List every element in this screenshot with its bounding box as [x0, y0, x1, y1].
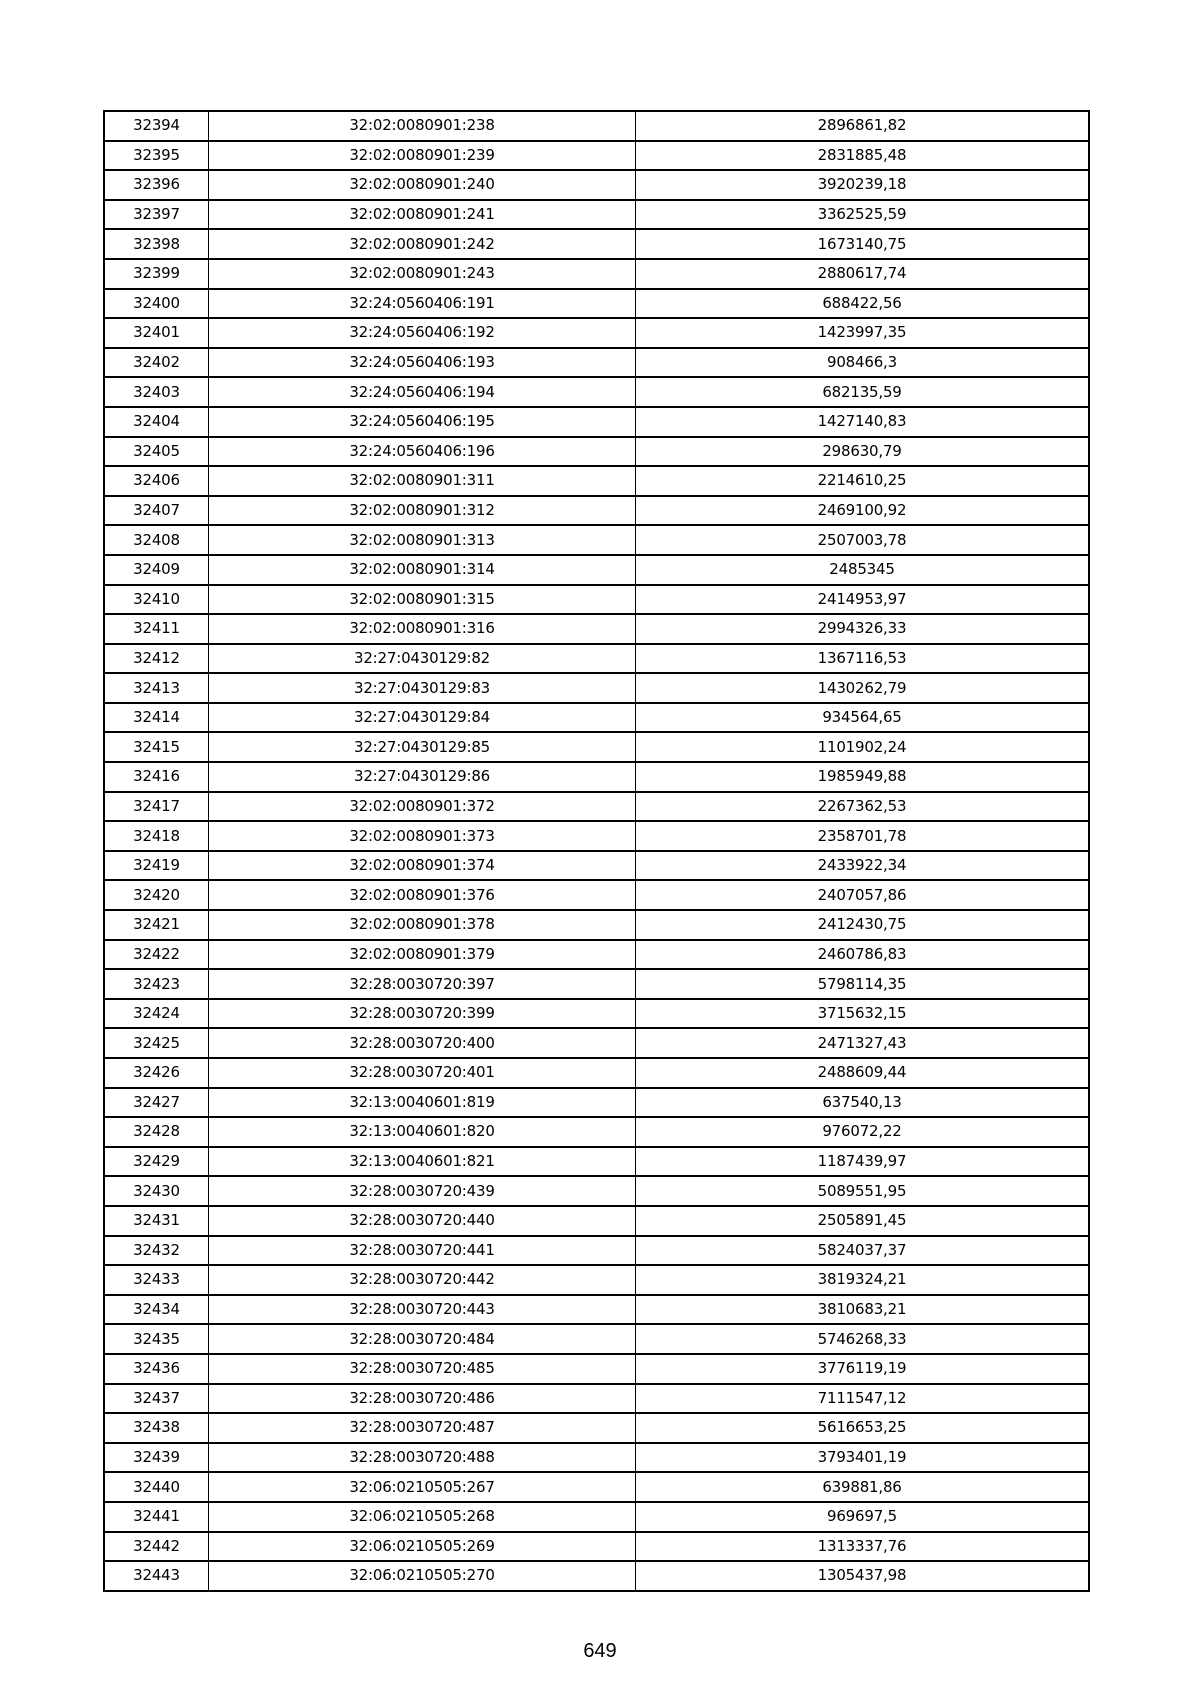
table-row: [104, 644, 1089, 674]
cadastral-number-cell: 32:13:0040601:820: [209, 1117, 636, 1147]
cadastral-number-cell: 32:06:0210505:270: [209, 1561, 636, 1591]
table-row: [104, 585, 1089, 615]
row-number-cell: 32427: [104, 1088, 209, 1118]
cadastral-number-cell: 32:13:0040601:819: [209, 1088, 636, 1118]
table-row: [104, 555, 1089, 585]
cadastral-number-cell: 32:06:0210505:267: [209, 1472, 636, 1502]
value-cell: 3793401,19: [636, 1443, 1090, 1473]
cadastral-number-cell: 32:28:0030720:400: [209, 1028, 636, 1058]
table-row: [104, 407, 1089, 437]
cadastral-number-cell: 32:28:0030720:439: [209, 1176, 636, 1206]
row-number-cell: 32409: [104, 555, 209, 585]
cadastral-number-cell: 32:02:0080901:311: [209, 466, 636, 496]
table-row: [104, 969, 1089, 999]
row-number-cell: 32425: [104, 1028, 209, 1058]
data-table: [103, 110, 1090, 1592]
table-row: [104, 200, 1089, 230]
cadastral-number-cell: 32:28:0030720:442: [209, 1265, 636, 1295]
table-row: [104, 910, 1089, 940]
table-row: [104, 1561, 1089, 1591]
row-number-cell: 32430: [104, 1176, 209, 1206]
row-number-cell: 32420: [104, 880, 209, 910]
cadastral-number-cell: 32:02:0080901:314: [209, 555, 636, 585]
table-row: [104, 1088, 1089, 1118]
row-number-cell: 32402: [104, 348, 209, 378]
cadastral-number-cell: 32:28:0030720:443: [209, 1295, 636, 1325]
value-cell: 2485345: [636, 555, 1090, 585]
table-row: [104, 141, 1089, 171]
table-row: [104, 111, 1089, 141]
cadastral-number-cell: 32:02:0080901:372: [209, 792, 636, 822]
value-cell: 1423997,35: [636, 318, 1090, 348]
cadastral-number-cell: 32:27:0430129:82: [209, 644, 636, 674]
value-cell: 3362525,59: [636, 200, 1090, 230]
row-number-cell: 32438: [104, 1413, 209, 1443]
value-cell: 2214610,25: [636, 466, 1090, 496]
table-row: [104, 1265, 1089, 1295]
row-number-cell: 32399: [104, 259, 209, 289]
value-cell: 2460786,83: [636, 940, 1090, 970]
cadastral-number-cell: 32:24:0560406:196: [209, 437, 636, 467]
value-cell: 2433922,34: [636, 851, 1090, 881]
value-cell: 639881,86: [636, 1472, 1090, 1502]
table-row: [104, 1384, 1089, 1414]
table-row: [104, 1236, 1089, 1266]
value-cell: 2471327,43: [636, 1028, 1090, 1058]
cadastral-number-cell: 32:27:0430129:86: [209, 762, 636, 792]
cadastral-number-cell: 32:02:0080901:239: [209, 141, 636, 171]
row-number-cell: 32403: [104, 377, 209, 407]
row-number-cell: 32405: [104, 437, 209, 467]
cadastral-number-cell: 32:02:0080901:242: [209, 229, 636, 259]
table-row: [104, 999, 1089, 1029]
row-number-cell: 32415: [104, 732, 209, 762]
row-number-cell: 32440: [104, 1472, 209, 1502]
table-row: [104, 1413, 1089, 1443]
cadastral-number-cell: 32:27:0430129:84: [209, 703, 636, 733]
table-row: [104, 525, 1089, 555]
row-number-cell: 32423: [104, 969, 209, 999]
cadastral-number-cell: 32:02:0080901:379: [209, 940, 636, 970]
table-row: [104, 1117, 1089, 1147]
cadastral-number-cell: 32:24:0560406:192: [209, 318, 636, 348]
value-cell: 2896861,82: [636, 111, 1090, 141]
table-row: [104, 437, 1089, 467]
table-row: [104, 318, 1089, 348]
value-cell: 5089551,95: [636, 1176, 1090, 1206]
cadastral-number-cell: 32:28:0030720:484: [209, 1324, 636, 1354]
value-cell: 3715632,15: [636, 999, 1090, 1029]
cadastral-number-cell: 32:24:0560406:191: [209, 289, 636, 319]
row-number-cell: 32410: [104, 585, 209, 615]
value-cell: 2469100,92: [636, 496, 1090, 526]
value-cell: 2880617,74: [636, 259, 1090, 289]
table-row: [104, 496, 1089, 526]
table-row: [104, 1472, 1089, 1502]
value-cell: 3810683,21: [636, 1295, 1090, 1325]
value-cell: 1313337,76: [636, 1532, 1090, 1562]
row-number-cell: 32414: [104, 703, 209, 733]
cadastral-number-cell: 32:13:0040601:821: [209, 1147, 636, 1177]
cadastral-number-cell: 32:02:0080901:374: [209, 851, 636, 881]
table-body: [104, 111, 1089, 1591]
row-number-cell: 32422: [104, 940, 209, 970]
row-number-cell: 32426: [104, 1058, 209, 1088]
table-row: [104, 289, 1089, 319]
value-cell: 1673140,75: [636, 229, 1090, 259]
table-row: [104, 821, 1089, 851]
row-number-cell: 32443: [104, 1561, 209, 1591]
value-cell: 3819324,21: [636, 1265, 1090, 1295]
row-number-cell: 32411: [104, 614, 209, 644]
table-row: [104, 703, 1089, 733]
cadastral-number-cell: 32:02:0080901:312: [209, 496, 636, 526]
row-number-cell: 32433: [104, 1265, 209, 1295]
row-number-cell: 32394: [104, 111, 209, 141]
value-cell: 976072,22: [636, 1117, 1090, 1147]
row-number-cell: 32437: [104, 1384, 209, 1414]
table-row: [104, 732, 1089, 762]
row-number-cell: 32406: [104, 466, 209, 496]
value-cell: 1187439,97: [636, 1147, 1090, 1177]
row-number-cell: 32412: [104, 644, 209, 674]
value-cell: 1985949,88: [636, 762, 1090, 792]
cadastral-number-cell: 32:02:0080901:373: [209, 821, 636, 851]
cadastral-number-cell: 32:24:0560406:194: [209, 377, 636, 407]
row-number-cell: 32408: [104, 525, 209, 555]
cadastral-number-cell: 32:24:0560406:195: [209, 407, 636, 437]
value-cell: 3920239,18: [636, 170, 1090, 200]
value-cell: 5824037,37: [636, 1236, 1090, 1266]
table-row: [104, 259, 1089, 289]
cadastral-number-cell: 32:02:0080901:378: [209, 910, 636, 940]
value-cell: 2507003,78: [636, 525, 1090, 555]
cadastral-number-cell: 32:27:0430129:83: [209, 673, 636, 703]
cadastral-number-cell: 32:28:0030720:401: [209, 1058, 636, 1088]
row-number-cell: 32400: [104, 289, 209, 319]
value-cell: 2994326,33: [636, 614, 1090, 644]
row-number-cell: 32417: [104, 792, 209, 822]
row-number-cell: 32413: [104, 673, 209, 703]
table-row: [104, 1324, 1089, 1354]
cadastral-number-cell: 32:28:0030720:397: [209, 969, 636, 999]
row-number-cell: 32436: [104, 1354, 209, 1384]
row-number-cell: 32396: [104, 170, 209, 200]
table-row: [104, 614, 1089, 644]
table-row: [104, 377, 1089, 407]
table-row: [104, 1147, 1089, 1177]
value-cell: 2358701,78: [636, 821, 1090, 851]
table-row: [104, 673, 1089, 703]
table-row: [104, 1058, 1089, 1088]
table-row: [104, 1206, 1089, 1236]
table-row: [104, 1532, 1089, 1562]
table-row: [104, 792, 1089, 822]
cadastral-number-cell: 32:02:0080901:313: [209, 525, 636, 555]
cadastral-number-cell: 32:02:0080901:376: [209, 880, 636, 910]
value-cell: 688422,56: [636, 289, 1090, 319]
row-number-cell: 32404: [104, 407, 209, 437]
cadastral-number-cell: 32:02:0080901:243: [209, 259, 636, 289]
row-number-cell: 32419: [104, 851, 209, 881]
table-row: [104, 348, 1089, 378]
table-row: [104, 1295, 1089, 1325]
cadastral-number-cell: 32:28:0030720:440: [209, 1206, 636, 1236]
cadastral-number-cell: 32:06:0210505:269: [209, 1532, 636, 1562]
table-row: [104, 1028, 1089, 1058]
row-number-cell: 32416: [104, 762, 209, 792]
value-cell: 1305437,98: [636, 1561, 1090, 1591]
row-number-cell: 32424: [104, 999, 209, 1029]
value-cell: 934564,65: [636, 703, 1090, 733]
row-number-cell: 32432: [104, 1236, 209, 1266]
value-cell: 2505891,45: [636, 1206, 1090, 1236]
value-cell: 3776119,19: [636, 1354, 1090, 1384]
cadastral-number-cell: 32:28:0030720:487: [209, 1413, 636, 1443]
cadastral-number-cell: 32:28:0030720:488: [209, 1443, 636, 1473]
row-number-cell: 32441: [104, 1502, 209, 1532]
cadastral-number-cell: 32:02:0080901:241: [209, 200, 636, 230]
table-row: [104, 170, 1089, 200]
cadastral-number-cell: 32:28:0030720:441: [209, 1236, 636, 1266]
table-row: [104, 851, 1089, 881]
row-number-cell: 32421: [104, 910, 209, 940]
cadastral-number-cell: 32:02:0080901:238: [209, 111, 636, 141]
value-cell: 5746268,33: [636, 1324, 1090, 1354]
row-number-cell: 32398: [104, 229, 209, 259]
table-row: [104, 762, 1089, 792]
value-cell: 2407057,86: [636, 880, 1090, 910]
row-number-cell: 32418: [104, 821, 209, 851]
table-row: [104, 466, 1089, 496]
cadastral-number-cell: 32:24:0560406:193: [209, 348, 636, 378]
value-cell: 5616653,25: [636, 1413, 1090, 1443]
cadastral-number-cell: 32:28:0030720:485: [209, 1354, 636, 1384]
table-row: [104, 880, 1089, 910]
cadastral-number-cell: 32:02:0080901:315: [209, 585, 636, 615]
value-cell: 7111547,12: [636, 1384, 1090, 1414]
row-number-cell: 32401: [104, 318, 209, 348]
value-cell: 682135,59: [636, 377, 1090, 407]
row-number-cell: 32431: [104, 1206, 209, 1236]
cadastral-number-cell: 32:06:0210505:268: [209, 1502, 636, 1532]
cadastral-number-cell: 32:02:0080901:240: [209, 170, 636, 200]
value-cell: 298630,79: [636, 437, 1090, 467]
value-cell: 969697,5: [636, 1502, 1090, 1532]
table-row: [104, 1176, 1089, 1206]
table-row: [104, 940, 1089, 970]
value-cell: 908466,3: [636, 348, 1090, 378]
value-cell: 1430262,79: [636, 673, 1090, 703]
row-number-cell: 32428: [104, 1117, 209, 1147]
value-cell: 2267362,53: [636, 792, 1090, 822]
cadastral-number-cell: 32:27:0430129:85: [209, 732, 636, 762]
value-cell: 1101902,24: [636, 732, 1090, 762]
cadastral-number-cell: 32:28:0030720:399: [209, 999, 636, 1029]
row-number-cell: 32442: [104, 1532, 209, 1562]
row-number-cell: 32435: [104, 1324, 209, 1354]
table-row: [104, 1354, 1089, 1384]
row-number-cell: 32434: [104, 1295, 209, 1325]
value-cell: 637540,13: [636, 1088, 1090, 1118]
row-number-cell: 32395: [104, 141, 209, 171]
page-number: 649: [583, 1640, 617, 1662]
table-row: [104, 1502, 1089, 1532]
table-row: [104, 229, 1089, 259]
value-cell: 2414953,97: [636, 585, 1090, 615]
value-cell: 2412430,75: [636, 910, 1090, 940]
table-row: [104, 1443, 1089, 1473]
value-cell: 2488609,44: [636, 1058, 1090, 1088]
row-number-cell: 32407: [104, 496, 209, 526]
cadastral-number-cell: 32:02:0080901:316: [209, 614, 636, 644]
cadastral-number-cell: 32:28:0030720:486: [209, 1384, 636, 1414]
row-number-cell: 32429: [104, 1147, 209, 1177]
value-cell: 1427140,83: [636, 407, 1090, 437]
value-cell: 2831885,48: [636, 141, 1090, 171]
value-cell: 1367116,53: [636, 644, 1090, 674]
value-cell: 5798114,35: [636, 969, 1090, 999]
row-number-cell: 32397: [104, 200, 209, 230]
row-number-cell: 32439: [104, 1443, 209, 1473]
